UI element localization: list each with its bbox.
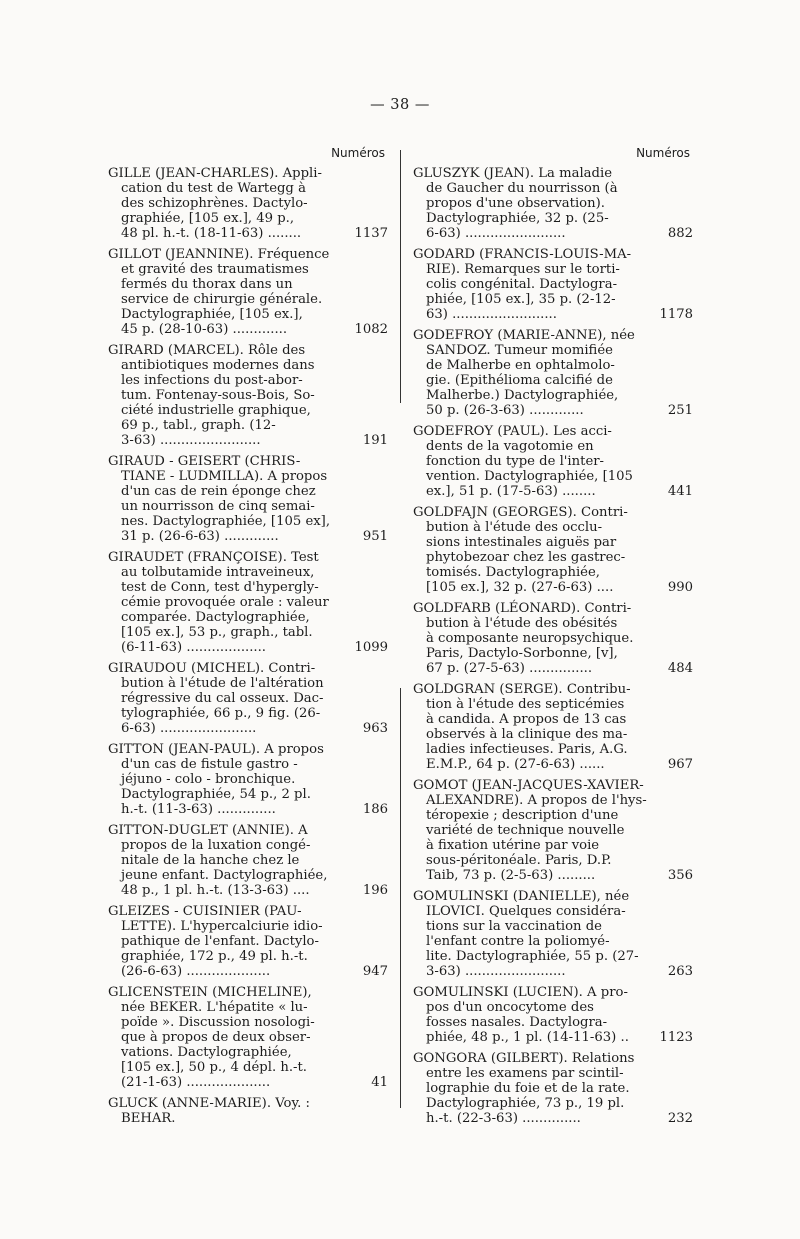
entry-line: GIRAUD - GEISERT (CHRIS- <box>108 454 301 469</box>
entry-line: observés à la clinique des ma- <box>426 727 628 742</box>
entry-line: GOLDFARB (LÉONARD). Contri- <box>413 601 632 616</box>
entry-line: Dactylographiée, 73 p., 19 pl. <box>426 1096 625 1111</box>
entry-line: bution à l'étude de l'altération <box>121 676 324 691</box>
bibliography-entry <box>108 166 388 241</box>
entry-line: GIRAUDET (FRANÇOISE). Test <box>108 550 319 565</box>
bibliography-entry <box>108 823 388 898</box>
entry-line: ladies infectieuses. Paris, A.G. <box>426 742 628 757</box>
entry-line: phytobezoar chez les gastrec- <box>426 550 626 565</box>
entry-line: lographie du foie et de la rate. <box>426 1081 630 1096</box>
bibliography-entry <box>108 985 388 1090</box>
entry-line: des schizophrènes. Dactylo- <box>121 196 308 211</box>
bibliography-entry <box>413 166 693 241</box>
entry-line: bution à l'étude des obésités <box>426 616 618 631</box>
entry-line: h.-t. (22-3-63) .............. 232 <box>426 1111 693 1126</box>
entry-line: pos d'un oncocytome des <box>426 1000 594 1015</box>
entry-line: GLICENSTEIN (MICHELINE), <box>108 985 312 1000</box>
entry-line: ALEXANDRE). A propos de l'hys- <box>426 793 647 808</box>
entry-line: 45 p. (28-10-63) ............. 1082 <box>121 322 388 337</box>
entry-line: SANDOZ. Tumeur momifiée <box>426 343 613 358</box>
entry-line: RIE). Remarques sur le torti- <box>426 262 620 277</box>
entry-line: GOMOT (JEAN-JACQUES-XAVIER- <box>413 778 644 793</box>
entry-number: 41 <box>371 1075 388 1090</box>
entry-number: 1082 <box>354 322 388 337</box>
entry-line: GOMULINSKI (DANIELLE), née <box>413 889 630 904</box>
column-divider <box>400 150 401 403</box>
entry-line: phiée, [105 ex.], 35 p. (2-12- <box>426 292 616 307</box>
entry-line: [105 ex.], 53 p., graph., tabl. <box>121 625 313 640</box>
entry-line: 63) ......................... 1178 <box>426 307 693 322</box>
entry-line: fosses nasales. Dactylogra- <box>426 1015 608 1030</box>
entry-line: cation du test de Wartegg à <box>121 181 306 196</box>
bibliography-entry <box>413 424 693 499</box>
entry-line: graphiée, [105 ex.], 49 p., <box>121 211 295 226</box>
entry-line: à candida. A propos de 13 cas <box>426 712 627 727</box>
entry-line: 50 p. (26-3-63) ............. 251 <box>426 403 693 418</box>
entry-line: à composante neuropsychique. <box>426 631 634 646</box>
bibliography-entry <box>413 247 693 322</box>
entry-line: propos de la luxation congé- <box>121 838 311 853</box>
entry-line: BEHAR. <box>121 1111 176 1126</box>
entry-line: Dactylographiée, 32 p. (25- <box>426 211 609 226</box>
entry-line: [105 ex.], 32 p. (27-6-63) .... 990 <box>426 580 693 595</box>
bibliography-entry <box>108 247 388 337</box>
entry-line: phiée, 48 p., 1 pl. (14-11-63) .. 1123 <box>426 1030 693 1045</box>
entry-line: colis congénital. Dactylogra- <box>426 277 618 292</box>
bibliography-entry <box>108 454 388 544</box>
entry-line: fermés du thorax dans un <box>121 277 293 292</box>
bibliography-entry <box>108 343 388 448</box>
entry-number: 882 <box>667 226 693 241</box>
entry-line: gie. (Epithélioma calcifié de <box>426 373 613 388</box>
bibliography-entry <box>413 985 693 1045</box>
entry-number: 196 <box>362 883 388 898</box>
column-header: Numéros <box>331 146 385 160</box>
entry-line: 67 p. (27-5-63) ............... 484 <box>426 661 693 676</box>
entry-line: d'un cas de rein éponge chez <box>121 484 316 499</box>
entry-line: 6-63) ....................... 963 <box>121 721 388 736</box>
entry-line: vations. Dactylographiée, <box>121 1045 292 1060</box>
entry-line: tomisés. Dactylographiée, <box>426 565 600 580</box>
entry-line: ex.], 51 p. (17-5-63) ........ 441 <box>426 484 693 499</box>
entry-number: 951 <box>362 529 388 544</box>
entry-number: 1099 <box>354 640 388 655</box>
entry-number: 1137 <box>354 226 388 241</box>
entry-line: un nourrisson de cinq semai- <box>121 499 315 514</box>
entry-line: sous-péritonéale. Paris, D.P. <box>426 853 612 868</box>
entry-number: 441 <box>667 484 693 499</box>
entry-line: d'un cas de fistule gastro - <box>121 757 298 772</box>
entry-line: GLUCK (ANNE-MARIE). Voy. : <box>108 1096 310 1111</box>
entry-line: GOLDFAJN (GEORGES). Contri- <box>413 505 628 520</box>
entry-line: cémie provoquée orale : valeur <box>121 595 329 610</box>
entry-number: 484 <box>667 661 693 676</box>
entry-number: 232 <box>667 1111 693 1126</box>
entry-line: tylographiée, 66 p., 9 fig. (26- <box>121 706 321 721</box>
entry-line: entre les examens par scintil- <box>426 1066 624 1081</box>
entry-line: GODEFROY (PAUL). Les acci- <box>413 424 612 439</box>
bibliography-entry <box>108 1096 388 1126</box>
bibliography-entry <box>413 778 693 883</box>
entry-number: 263 <box>667 964 693 979</box>
entry-line: graphiée, 172 p., 49 pl. h.-t. <box>121 949 308 964</box>
entry-line: et gravité des traumatismes <box>121 262 309 277</box>
entry-line: h.-t. (11-3-63) .............. 186 <box>121 802 388 817</box>
entry-line: régressive du cal osseux. Dac- <box>121 691 324 706</box>
entry-line: 3-63) ........................ 263 <box>426 964 693 979</box>
entry-line: les infections du post-abor- <box>121 373 303 388</box>
entry-line: GILLOT (JEANNINE). Fréquence <box>108 247 330 262</box>
bibliography-entry <box>413 328 693 418</box>
entry-line: à fixation utérine par voie <box>426 838 600 853</box>
entry-line: TIANE - LUDMILLA). A propos <box>121 469 328 484</box>
entry-line: 69 p., tabl., graph. (12- <box>121 418 276 433</box>
entry-line: GIRAUDOU (MICHEL). Contri- <box>108 661 316 676</box>
entry-line: [105 ex.], 50 p., 4 dépl. h.-t. <box>121 1060 307 1075</box>
entry-line: GOMULINSKI (LUCIEN). A pro- <box>413 985 628 1000</box>
entry-line: Taib, 73 p. (2-5-63) ......... 356 <box>426 868 693 883</box>
entry-line: jeune enfant. Dactylographiée, <box>121 868 328 883</box>
entry-line: GOLDGRAN (SERGE). Contribu- <box>413 682 631 697</box>
entry-line: jéjuno - colo - bronchique. <box>121 772 296 787</box>
entry-line: GILLE (JEAN-CHARLES). Appli- <box>108 166 322 181</box>
entry-line: née BEKER. L'hépatite « lu- <box>121 1000 308 1015</box>
entry-line: variété de technique nouvelle <box>426 823 625 838</box>
entry-line: propos d'une observation). <box>426 196 605 211</box>
entry-line: (21-1-63) .................... 41 <box>121 1075 388 1090</box>
entry-line: Malherbe.) Dactylographiée, <box>426 388 619 403</box>
entry-line: test de Conn, test d'hypergly- <box>121 580 319 595</box>
entry-line: nitale de la hanche chez le <box>121 853 300 868</box>
entry-number: 186 <box>362 802 388 817</box>
entry-line: GITTON (JEAN-PAUL). A propos <box>108 742 324 757</box>
entry-number: 1123 <box>659 1030 693 1045</box>
entry-line: Dactylographiée, 54 p., 2 pl. <box>121 787 311 802</box>
entry-line: GLEIZES - CUISINIER (PAU- <box>108 904 302 919</box>
entry-line: service de chirurgie générale. <box>121 292 323 307</box>
entry-number: 1178 <box>659 307 693 322</box>
entry-line: 48 pl. h.-t. (18-11-63) ........ 1137 <box>121 226 388 241</box>
bibliography-entry <box>413 889 693 979</box>
entry-line: lite. Dactylographiée, 55 p. (27- <box>426 949 639 964</box>
entry-line: GITTON-DUGLET (ANNIE). A <box>108 823 308 838</box>
entry-line: LETTE). L'hypercalciurie idio- <box>121 919 323 934</box>
entry-number: 967 <box>667 757 693 772</box>
entry-line: bution à l'étude des occlu- <box>426 520 603 535</box>
entry-line: sions intestinales aiguës par <box>426 535 617 550</box>
entry-line: E.M.P., 64 p. (27-6-63) ...... 967 <box>426 757 693 772</box>
entry-line: ciété industrielle graphique, <box>121 403 311 418</box>
entry-line: tions sur la vaccination de <box>426 919 602 934</box>
entry-line: poïde ». Discussion nosologi- <box>121 1015 315 1030</box>
entry-line: 48 p., 1 pl. h.-t. (13-3-63) .... 196 <box>121 883 388 898</box>
entry-line: GONGORA (GILBERT). Relations <box>413 1051 635 1066</box>
entry-line: vention. Dactylographiée, [105 <box>426 469 633 484</box>
entry-line: pathique de l'enfant. Dactylo- <box>121 934 319 949</box>
entry-line: 3-63) ........................ 191 <box>121 433 388 448</box>
entry-line: GODEFROY (MARIE-ANNE), née <box>413 328 635 343</box>
right-column <box>413 146 693 1132</box>
entry-line: Dactylographiée, [105 ex.], <box>121 307 303 322</box>
bibliography-entry <box>413 1051 693 1126</box>
bibliography-entry <box>108 661 388 736</box>
entry-line: téropexie ; description d'une <box>426 808 619 823</box>
entry-line: fonction du type de l'inter- <box>426 454 605 469</box>
entry-line: tion à l'étude des septicémies <box>426 697 625 712</box>
bibliography-entry <box>413 601 693 676</box>
column-header: Numéros <box>636 146 690 160</box>
entry-line: dents de la vagotomie en <box>426 439 594 454</box>
entry-line: antibiotiques modernes dans <box>121 358 315 373</box>
entry-line: 31 p. (26-6-63) ............. 951 <box>121 529 388 544</box>
entry-number: 356 <box>667 868 693 883</box>
bibliography-entry <box>413 682 693 772</box>
entry-line: 6-63) ........................ 882 <box>426 226 693 241</box>
entry-line: comparée. Dactylographiée, <box>121 610 310 625</box>
entry-number: 947 <box>362 964 388 979</box>
entry-line: l'enfant contre la poliomyé- <box>426 934 610 949</box>
left-column <box>108 146 388 1132</box>
entry-line: au tolbutamide intraveineux, <box>121 565 315 580</box>
entry-line: GIRARD (MARCEL). Rôle des <box>108 343 306 358</box>
entry-line: ILOVICI. Quelques considéra- <box>426 904 626 919</box>
entry-number: 963 <box>362 721 388 736</box>
entry-line: (6-11-63) ................... 1099 <box>121 640 388 655</box>
entry-number: 191 <box>362 433 388 448</box>
entry-line: nes. Dactylographiée, [105 ex], <box>121 514 331 529</box>
column-divider <box>400 688 401 1108</box>
entry-line: Paris, Dactylo-Sorbonne, [v], <box>426 646 618 661</box>
bibliography-entry <box>108 904 388 979</box>
entry-line: que à propos de deux obser- <box>121 1030 311 1045</box>
entry-line: GODARD (FRANCIS-LOUIS-MA- <box>413 247 632 262</box>
entry-line: GLUSZYK (JEAN). La maladie <box>413 166 613 181</box>
page-number: — 38 — <box>370 97 430 113</box>
entry-line: de Gaucher du nourrisson (à <box>426 181 618 196</box>
bibliography-entry <box>108 550 388 655</box>
bibliography-entry <box>108 742 388 817</box>
entry-number: 990 <box>667 580 693 595</box>
entry-line: (26-6-63) .................... 947 <box>121 964 388 979</box>
bibliography-entry <box>413 505 693 595</box>
entry-line: tum. Fontenay-sous-Bois, So- <box>121 388 315 403</box>
entry-number: 251 <box>667 403 693 418</box>
entry-line: de Malherbe en ophtalmolo- <box>426 358 615 373</box>
